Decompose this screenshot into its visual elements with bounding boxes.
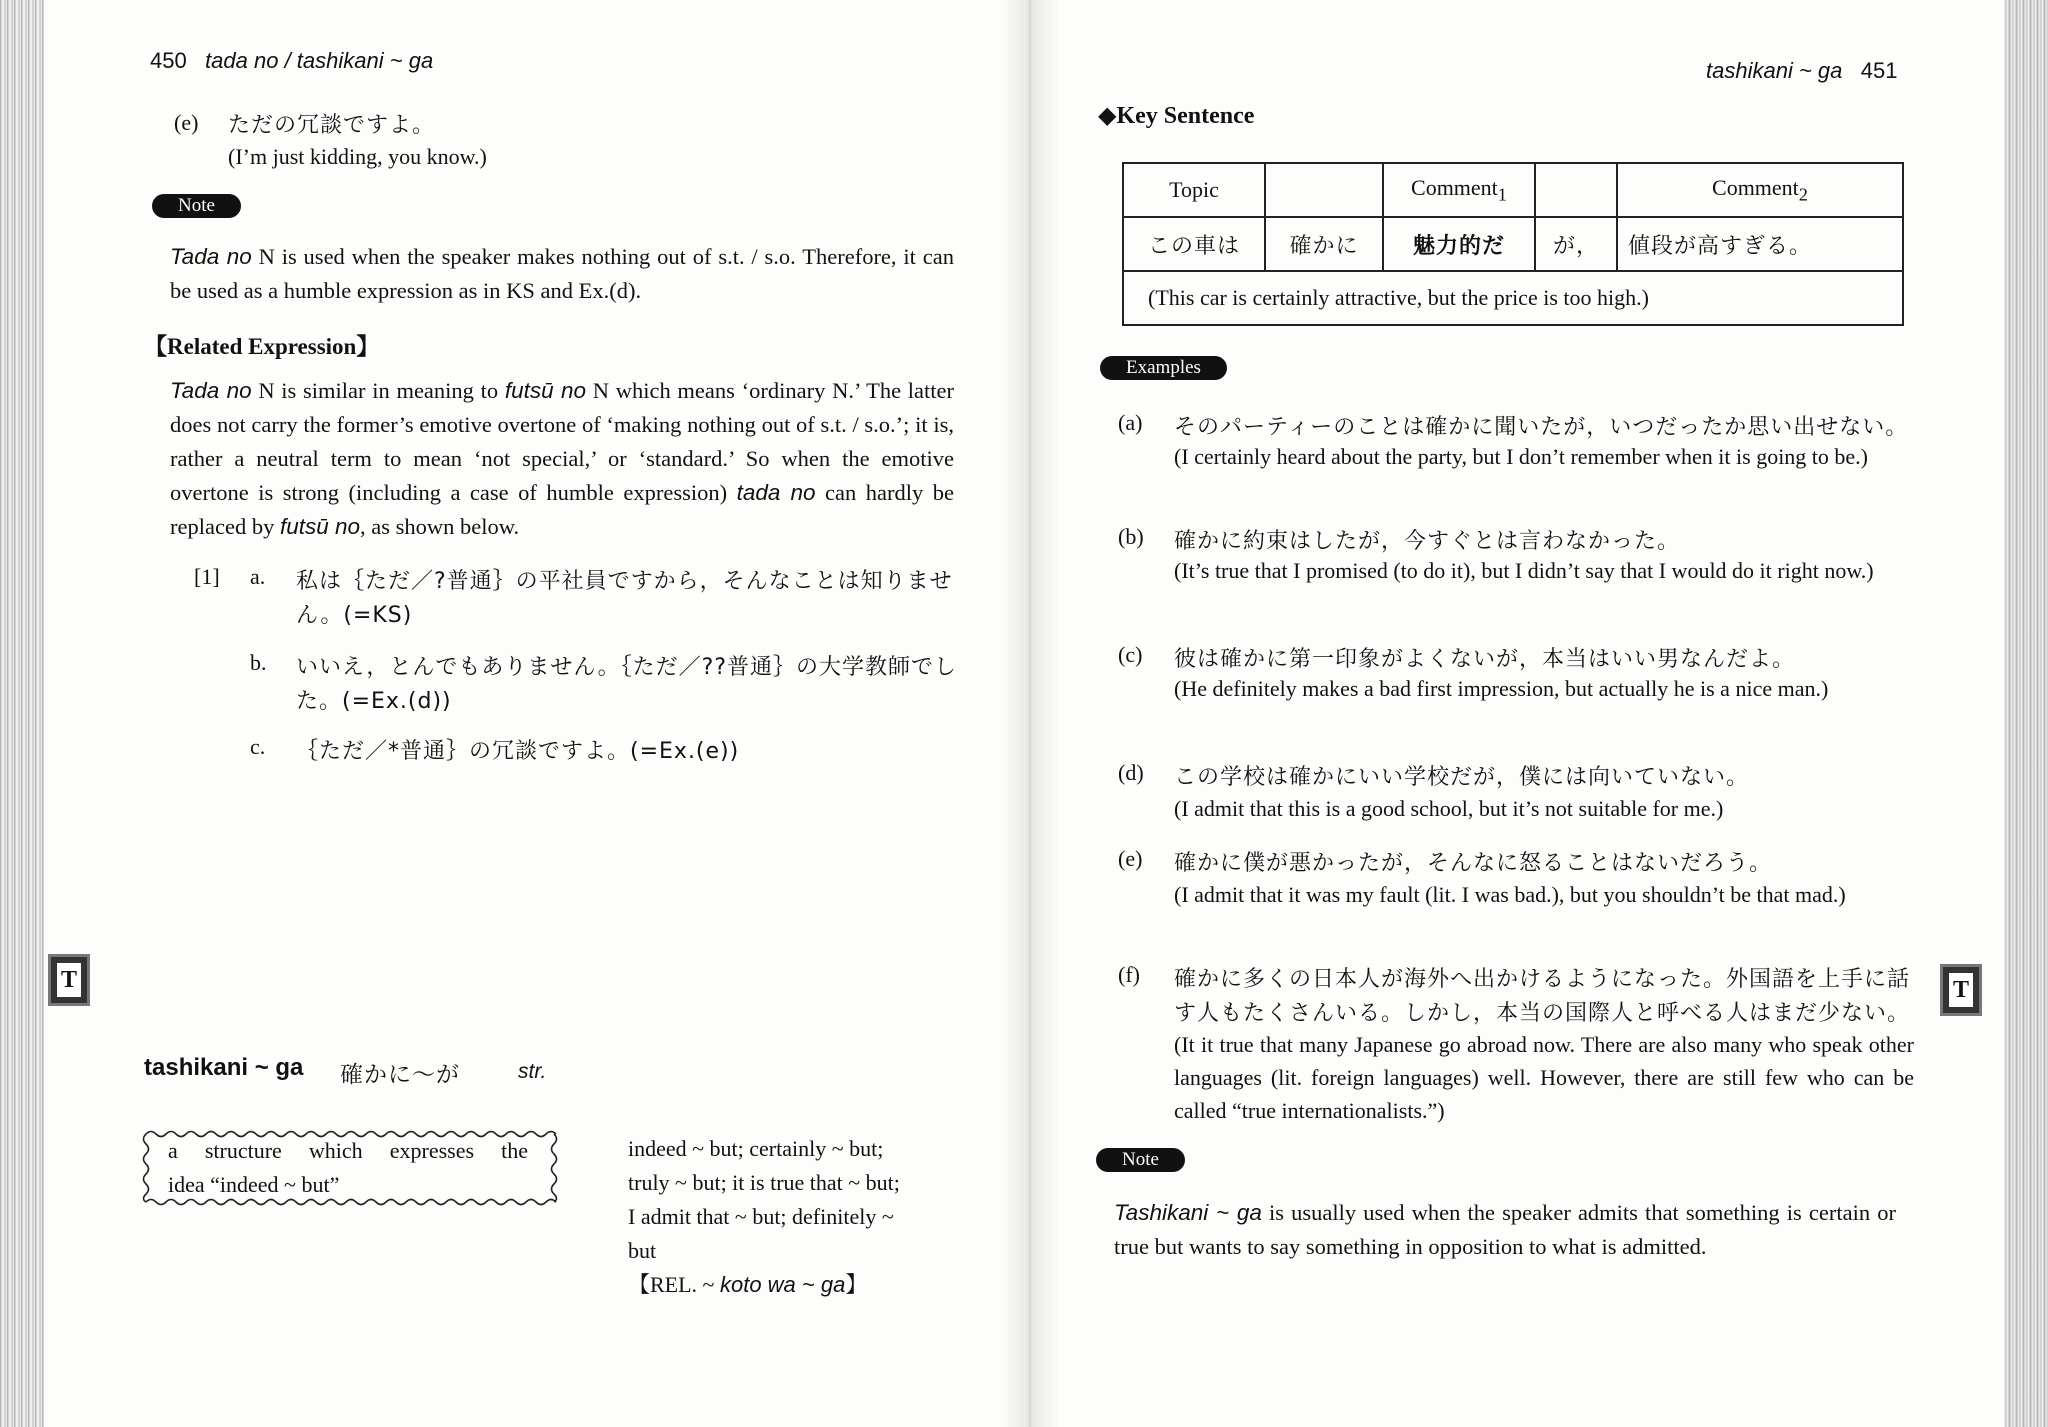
sub-example-c-label: c. (250, 734, 266, 759)
note-body: is usually used when the speaker admits that something is certain or true but wants to say something in opposition to what is admitted. (1114, 1200, 1896, 1259)
example-letter: (d) (1118, 760, 1144, 785)
example-e-letter: (e) (174, 110, 199, 135)
header-comment1 (1383, 163, 1535, 217)
example-letter: (e) (1118, 846, 1143, 871)
key-sentence-table (1122, 162, 1904, 326)
definition-line2: idea “indeed ~ but” (168, 1172, 340, 1197)
entry-category: str. (518, 1060, 547, 1083)
example-english: (I admit that it was my fault (lit. I was bad.), but you shouldn’t be that mad.) (1174, 882, 1846, 907)
example-english: (I certainly heard about the party, but I don’t remember when it is going to be.) (1174, 444, 1869, 469)
related-term-2: futsū no (504, 378, 587, 403)
sub-example-a-line1: 私は｛ただ／?普通｝の平社員ですから，そんなことは知りませ (296, 569, 953, 594)
key-sentence-jp-row (1123, 217, 1903, 271)
sub-example-c-line1: ｛ただ／*普通｝の冗談ですよ。(=Ex.(e)) (296, 739, 740, 764)
example-japanese: この学校は確かにいい学校だが，僕には向いていない。 (1174, 765, 1750, 790)
thumb-index-tab-left (48, 954, 90, 1006)
right-header-title: tashikani ~ ga (1706, 58, 1843, 83)
rel-suffix: 】 (845, 1272, 868, 1297)
related-text-3: can hardly be replaced by (170, 480, 954, 539)
note-label-right (1096, 1148, 1185, 1172)
right-running-header (1706, 58, 1897, 84)
gloss-line1: indeed ~ but; certainly ~ but; (628, 1136, 884, 1161)
header-comment2 (1617, 163, 1903, 217)
book-gutter (1000, 0, 1060, 1427)
example-japanese: 確かに約束はしたが，今すぐとは言わなかった。 (1174, 529, 1681, 554)
comment2-text: Comment (1712, 174, 1799, 200)
definition-line1: a structure which expresses the (168, 1138, 528, 1163)
example-english: (He definitely makes a bad first impression, but actually he is a nice man.) (1174, 676, 1829, 701)
note-term: Tashikani ~ ga (1114, 1200, 1262, 1225)
entry-kanji: 確かに〜が (340, 1062, 460, 1088)
example-japanese: そのパーティーのことは確かに聞いたが，いつだったか思い出せない。 (1174, 415, 1909, 440)
left-header-title: tada no / tashikani ~ ga (205, 48, 434, 73)
cell-adverb: 確かに (1265, 217, 1383, 271)
rel-prefix: 【REL. ~ (628, 1272, 720, 1297)
thumb-index-letter-left: T (57, 963, 81, 997)
sub-example-b-label: b. (250, 650, 267, 675)
entry-headword: tashikani ~ ga (144, 1054, 304, 1081)
comment1-text: Comment (1411, 174, 1498, 200)
note-body: N is used when the speaker makes nothing out of s.t. / s.o. Therefore, it can be used as a humble expression as in KS and Ex.(d). (170, 244, 954, 303)
left-page-number: 450 (150, 48, 187, 73)
note-label-left (152, 194, 241, 218)
cell-translation: (This car is certainly attractive, but the price is too high.) (1123, 271, 1903, 325)
example-japanese-line2: す人もたくさんいる。しかし，本当の国際人と呼べる人はまだ少ない。 (1174, 1001, 1911, 1026)
examples-label (1100, 356, 1227, 380)
related-text-4: , as shown below. (360, 514, 520, 539)
example-letter: (a) (1118, 410, 1143, 435)
note-paragraph-right (1114, 1196, 1896, 1264)
related-term-3: tada no (736, 480, 816, 505)
examples-badge: Examples (1100, 356, 1227, 380)
cell-comment2: 値段が高すぎる。 (1617, 217, 1903, 271)
related-text-2: N which means ‘ordinary N.’ The latter does not carry the former’s emotive overtone of ‘making nothing out of s.t. / s.o.’; it is, rather a neutral term to mean ‘not special,’ or ‘standard.’ So when the emotive overtone is strong (including a case of humble expression) (170, 378, 954, 505)
header-topic: Topic (1123, 163, 1265, 217)
note-term: Tada no (170, 244, 252, 269)
example-english: (It it true that many Japanese go abroad now. There are also many who speak other languages (lit. foreign languages) well. However, there are still few who can be called “true internationalists.”) (1174, 1032, 1914, 1123)
example-letter: (b) (1118, 524, 1144, 549)
example-letter: (f) (1118, 962, 1140, 987)
thumb-index-tab-right (1940, 964, 1982, 1016)
note-paragraph-left (170, 240, 954, 308)
related-term-4: futsū no (279, 514, 361, 539)
example-english: (I admit that this is a good school, but it’s not suitable for me.) (1174, 796, 1724, 821)
related-text-1: N is similar in meaning to (251, 378, 505, 403)
rel-term: koto wa ~ ga (719, 1272, 846, 1297)
key-sentence-translation-row (1123, 271, 1903, 325)
right-page-number: 451 (1860, 58, 1898, 83)
sub-example-group-label: [1] (194, 564, 220, 589)
gloss-line3: I admit that ~ but; definitely ~ (628, 1204, 894, 1229)
left-page-edge (0, 0, 44, 1427)
thumb-index-letter-right: T (1949, 973, 1973, 1007)
gloss-line2: truly ~ but; it is true that ~ but; (628, 1170, 900, 1195)
sub-example-b-line2: た。(=Ex.(d)) (296, 689, 452, 714)
note-badge: Note (152, 194, 241, 218)
example-japanese-line1: 確かに多くの日本人が海外へ出かけるようになった。外国語を上手に話 (1174, 967, 1911, 992)
comment2-sub: 2 (1798, 184, 1808, 205)
example-e-english: (I’m just kidding, you know.) (228, 144, 487, 169)
related-expression-heading: 【Related Expression】 (144, 334, 380, 359)
cell-particle: が， (1535, 217, 1617, 271)
note-badge: Note (1096, 1148, 1185, 1172)
related-reference (628, 1268, 867, 1302)
example-letter: (c) (1118, 642, 1143, 667)
sub-example-b-line1: いいえ，とんでもありません。｛ただ／??普通｝の大学教師でし (296, 655, 957, 680)
example-english: (It’s true that I promised (to do it), but I didn’t say that I would do it right now.) (1174, 558, 1874, 583)
sub-example-a-line2: ん。(=KS) (296, 603, 413, 628)
example-e-japanese: ただの冗談ですよ。 (228, 113, 436, 138)
cell-comment1: 魅力的だ (1383, 217, 1535, 271)
related-expression-paragraph (170, 374, 954, 544)
sub-example-a-label: a. (250, 564, 266, 589)
right-page-edge (2004, 0, 2048, 1427)
example-japanese: 確かに僕が悪かったが，そんなに怒ることはないだろう。 (1174, 851, 1773, 876)
cell-topic: この車は (1123, 217, 1265, 271)
key-sentence-heading: ◆Key Sentence (1098, 103, 1255, 129)
header-blank-2 (1535, 163, 1617, 217)
gloss-line4: but (628, 1238, 657, 1263)
key-sentence-header-row (1123, 163, 1903, 217)
example-japanese: 彼は確かに第一印象がよくないが，本当はいい男なんだよ。 (1174, 647, 1796, 672)
header-blank-1 (1265, 163, 1383, 217)
related-term-1: Tada no (170, 378, 252, 403)
left-running-header (150, 48, 433, 74)
comment1-sub: 1 (1497, 184, 1507, 205)
